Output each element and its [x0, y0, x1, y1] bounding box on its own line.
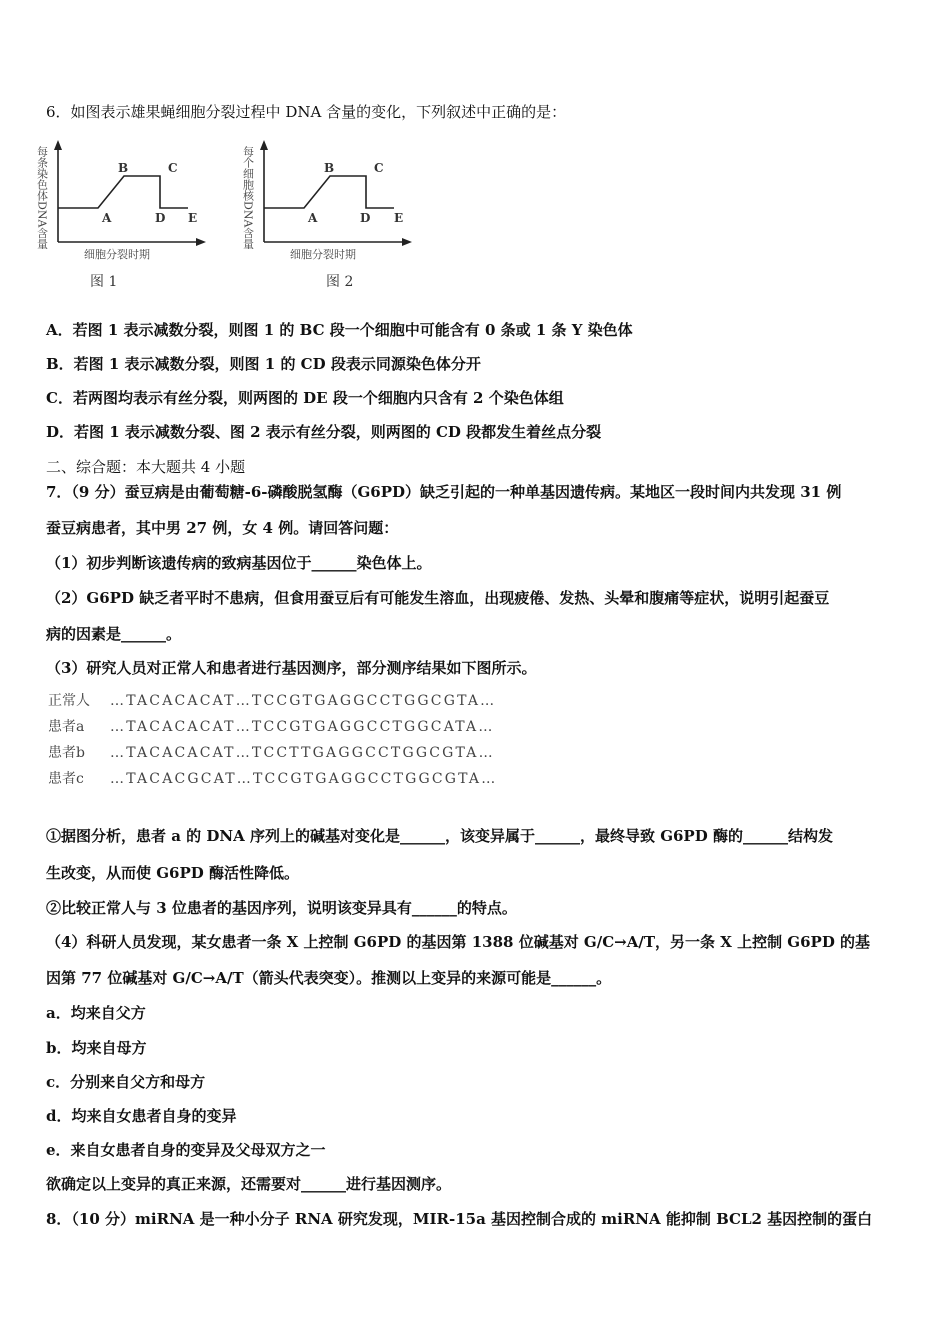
sequence-name: 患者b	[48, 745, 85, 761]
fig2-ylabel: 每个细胞核DNA含量	[241, 146, 255, 250]
fig1-label-c: C	[168, 161, 178, 175]
q7-choice-e: e．来自女患者自身的变异及父母双方之一	[46, 1141, 326, 1159]
sequence-value: …TACACACAT…TCCGTGAGGCCTGGCGTA…	[110, 693, 497, 709]
q7-sub1-line1: ①据图分析，患者 a 的 DNA 序列上的碱基对变化是______，该变异属于______，最终导致 G6PD 酶的______结构发	[46, 827, 833, 845]
q7-part2-line2: 病的因素是______。	[46, 625, 182, 643]
q7-choice-a: a．均来自父方	[46, 1004, 146, 1022]
q7-part4-line1: （4）科研人员发现，某女患者一条 X 上控制 G6PD 的基因第 1388 位碱基对 G/C→A/T，另一条 X 上控制 G6PD 的基	[46, 933, 871, 951]
figure-1-graph	[36, 140, 207, 290]
dna-content-graphs	[35, 138, 420, 298]
q6-option-d: D．若图 1 表示减数分裂、图 2 表示有丝分裂，则两图的 CD 段都发生着丝点分裂	[46, 423, 602, 441]
fig1-label-d: D	[155, 211, 166, 225]
fig1-label-a: A	[102, 211, 112, 225]
sequence-row	[48, 769, 497, 789]
fig2-label-d: D	[360, 211, 371, 225]
sequence-name: 患者a	[48, 719, 85, 735]
q7-sub2: ②比较正常人与 3 位患者的基因序列，说明该变异具有______的特点。	[46, 899, 517, 917]
q7-choice-c: c．分别来自父方和母方	[46, 1073, 206, 1091]
fig1-ylabel: 每条染色体DNA含量	[35, 146, 49, 250]
q6-option-a: A．若图 1 表示减数分裂，则图 1 的 BC 段一个细胞中可能含有 0 条或 1 条 Y 染色体	[46, 321, 633, 339]
sequence-name: 患者c	[48, 771, 84, 787]
fig2-label-b: B	[324, 161, 335, 175]
sequence-row	[48, 743, 495, 763]
q6-option-c: C．若两图均表示有丝分裂，则两图的 DE 段一个细胞内只含有 2 个染色体组	[46, 389, 564, 407]
figure-2-graph	[242, 140, 413, 290]
q7-line2: 蚕豆病患者，其中男 27 例，女 4 例。请回答问题：	[46, 519, 399, 537]
fig2-label-a: A	[308, 211, 318, 225]
q7-line1: 7．（9 分）蚕豆病是由葡萄糖-6-磷酸脱氢酶（G6PD）缺乏引起的一种单基因遗传病。某地区一段时间内共发现 31 例	[46, 483, 842, 501]
q7-choice-d: d．均来自女患者自身的变异	[46, 1107, 237, 1125]
q7-part2-line1: （2）G6PD 缺乏者平时不患病，但食用蚕豆后有可能发生溶血，出现疲倦、发热、头晕和腹痛等症状，说明引起蚕豆	[46, 589, 830, 607]
q7-part4-line2: 因第 77 位碱基对 G/C→A/T（箭头代表突变）。推测以上变异的来源可能是______。	[46, 969, 612, 987]
section-heading: 二、综合题：本大题共 4 小题	[46, 458, 246, 476]
q6-stem: 6．如图表示雄果蝇细胞分裂过程中 DNA 含量的变化，下列叙述中正确的是：	[46, 103, 567, 121]
fig2-label-c: C	[374, 161, 384, 175]
q6-figure	[35, 138, 420, 298]
fig2-label-e: E	[394, 211, 404, 225]
fig1-label-b: B	[118, 161, 129, 175]
q7-last-line: 欲确定以上变异的真正来源，还需要对______进行基因测序。	[46, 1175, 452, 1193]
q7-part3: （3）研究人员对正常人和患者进行基因测序，部分测序结果如下图所示。	[46, 659, 537, 677]
sequence-row	[48, 717, 495, 737]
q7-choice-b: b．均来自母方	[46, 1039, 147, 1057]
sequence-value: …TACACACAT…TCCTTGAGGCCTGGCGTA…	[110, 745, 495, 761]
fig1-xlabel: 细胞分裂时期	[84, 248, 150, 261]
q8-line1: 8．（10 分）miRNA 是一种小分子 RNA 研究发现，MIR-15a 基因控制合成的 miRNA 能抑制 BCL2 基因控制的蛋白	[46, 1210, 873, 1228]
q6-option-b: B．若图 1 表示减数分裂，则图 1 的 CD 段表示同源染色体分开	[46, 355, 481, 373]
fig2-caption: 图 2	[326, 274, 354, 290]
q7-sub1-line2: 生改变，从而使 G6PD 酶活性降低。	[46, 864, 299, 882]
q7-part1: （1）初步判断该遗传病的致病基因位于______染色体上。	[46, 554, 432, 572]
sequence-row	[48, 691, 496, 711]
sequence-name: 正常人	[48, 693, 90, 709]
fig1-caption: 图 1	[90, 274, 118, 290]
sequence-value: …TACACGCAT…TCCGTGAGGCCTGGCGTA…	[110, 771, 498, 787]
fig1-label-e: E	[188, 211, 198, 225]
fig2-xlabel: 细胞分裂时期	[290, 248, 356, 261]
sequence-value: …TACACACAT…TCCGTGAGGCCTGGCATA…	[110, 719, 495, 735]
